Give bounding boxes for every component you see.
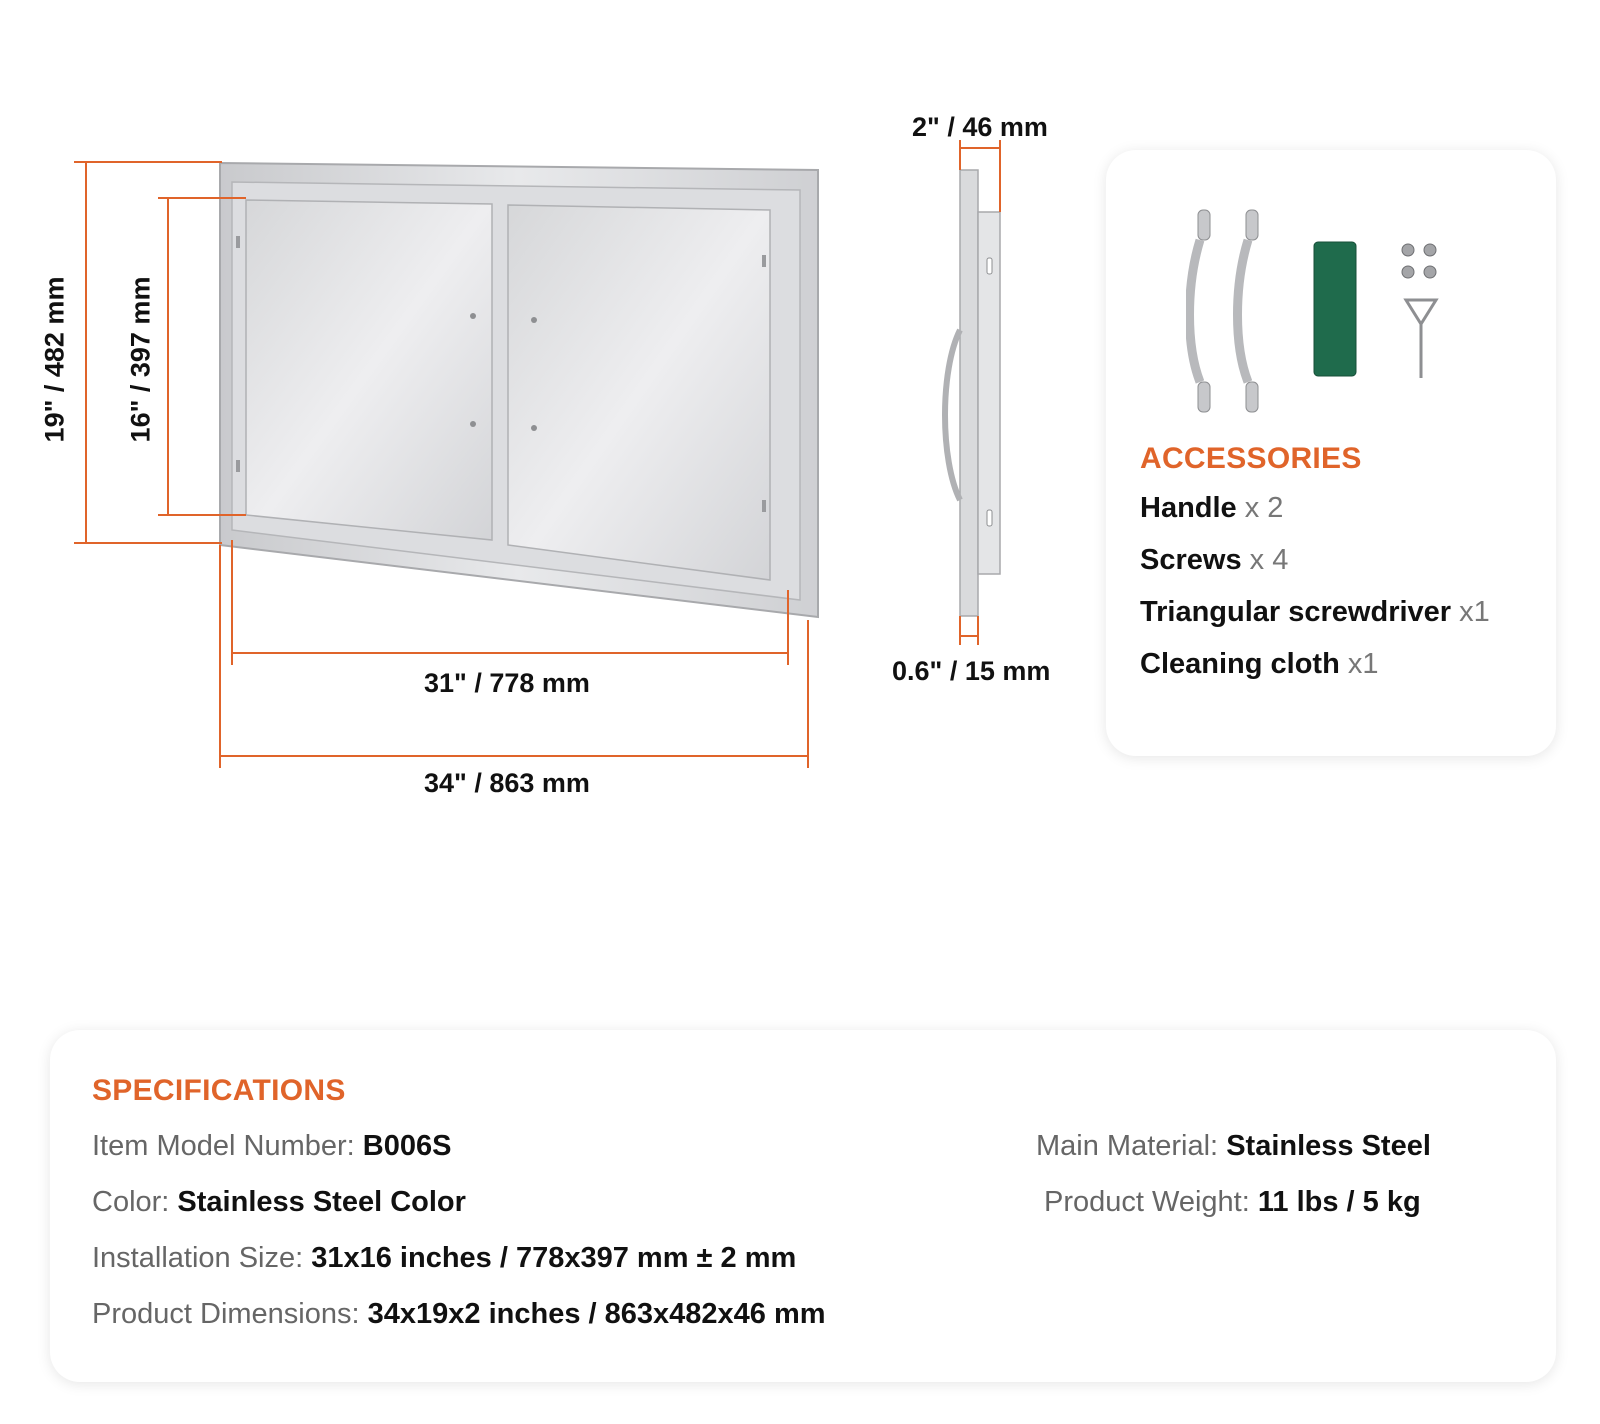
accessories-title: ACCESSORIES <box>1140 442 1362 475</box>
outer-width-label: 34" / 863 mm <box>424 768 590 798</box>
accessory-item: Screws x 4 <box>1140 544 1289 576</box>
spec-item-model: Item Model Number: B006S <box>92 1130 452 1162</box>
spec-main-material: Main Material: Stainless Steel <box>1036 1130 1431 1162</box>
specifications-title: SPECIFICATIONS <box>92 1074 346 1107</box>
spec-product-dimensions: Product Dimensions: 34x19x2 inches / 863x482x46 mm <box>92 1298 826 1330</box>
specifications-card <box>50 1030 1556 1382</box>
outer-height-label: 19" / 482 mm <box>39 276 70 443</box>
spec-color: Color: Stainless Steel Color <box>92 1186 466 1218</box>
left-door-panel <box>246 200 492 540</box>
spec-product-weight: Product Weight: 11 lbs / 5 kg <box>1044 1186 1421 1218</box>
handle-icon <box>1238 210 1259 412</box>
accessories-illustration <box>1186 206 1466 416</box>
inner-height-label: 16" / 397 mm <box>125 276 156 443</box>
depth-total-label: 2" / 46 mm <box>912 112 1048 142</box>
screwdriver-icon <box>1406 300 1436 378</box>
handle-icon <box>1190 210 1211 412</box>
screws-icon <box>1402 244 1436 278</box>
cleaning-cloth-icon <box>1314 242 1356 376</box>
inner-width-label: 31" / 778 mm <box>424 668 590 698</box>
accessory-item: Handle x 2 <box>1140 492 1284 524</box>
accessory-item: Triangular screwdriver x1 <box>1140 596 1490 628</box>
spec-installation-size: Installation Size: 31x16 inches / 778x397 mm ± 2 mm <box>92 1242 797 1274</box>
accessory-item: Cleaning cloth x1 <box>1140 648 1379 680</box>
right-door-panel <box>508 205 770 580</box>
accessories-card <box>1106 150 1556 756</box>
depth-panel-label: 0.6" / 15 mm <box>892 656 1051 686</box>
door-side-drawing <box>920 140 1030 660</box>
